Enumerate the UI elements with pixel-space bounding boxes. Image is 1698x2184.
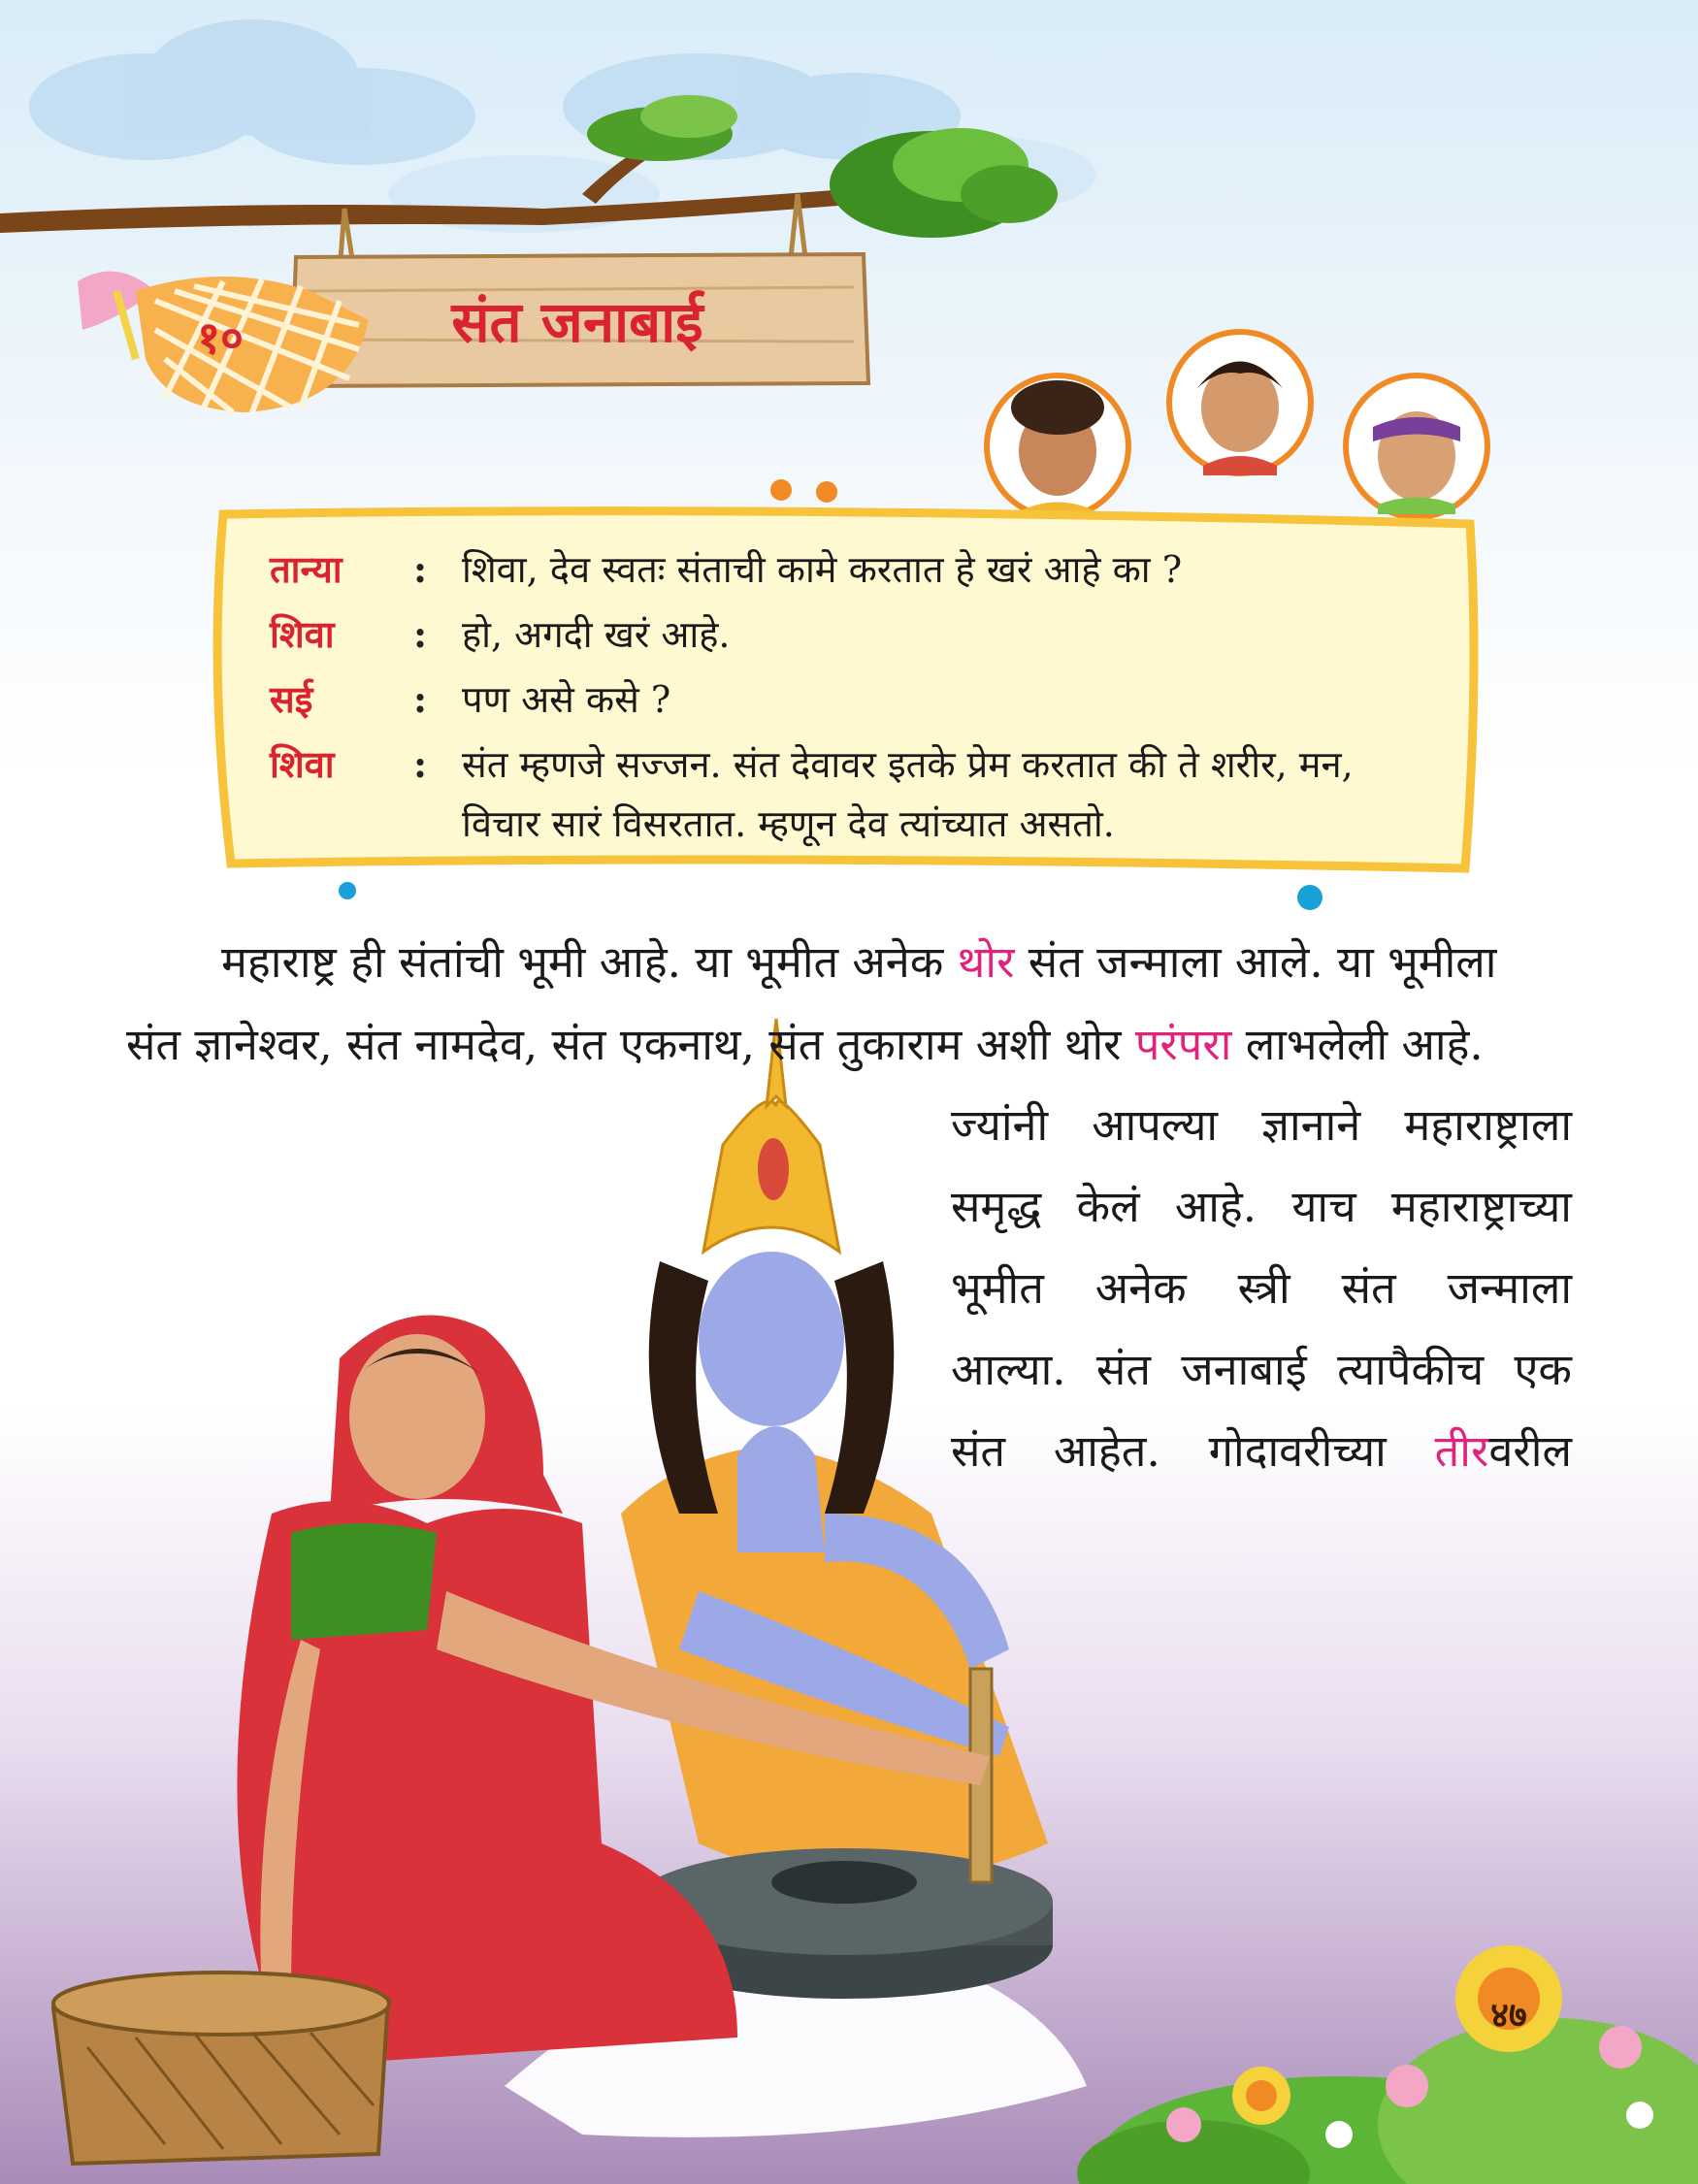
passage-word-suffix: वरील: [1488, 1425, 1572, 1477]
passage-word: केलं: [1076, 1181, 1140, 1232]
highlighted-word: थोर: [957, 936, 1015, 988]
speaker-colon: :: [413, 546, 428, 591]
passage-word: महाराष्ट्राला: [1404, 1099, 1572, 1151]
passage-text: संत जन्माला आले. या भूमीला: [1014, 936, 1497, 988]
passage-line-1: [221, 931, 1584, 990]
passage-word: स्त्री: [1237, 1262, 1290, 1314]
passage-word-highlighted: [1435, 1420, 1572, 1479]
speaker-name: शिवा: [270, 612, 335, 656]
dialogue-box: [229, 529, 1461, 859]
passage-line-4: [951, 1176, 1572, 1234]
passage-word: एक: [1514, 1344, 1572, 1395]
speaker-colon: :: [413, 741, 428, 786]
passage-text: लाभलेली आहे.: [1231, 1019, 1484, 1070]
passage-text: संत ज्ञानेश्वर, संत नामदेव, संत एकनाथ, संत तुकाराम अशी थोर: [126, 1019, 1135, 1070]
dialogue-text: हो, अगदी खरं आहे.: [462, 613, 731, 656]
passage-word: आहेत.: [1053, 1425, 1160, 1477]
passage-line-2: [126, 1014, 1586, 1072]
passage-word: भूमीत: [951, 1262, 1044, 1314]
passage-word: संत: [951, 1425, 1006, 1477]
passage-word: ज्ञानाने: [1261, 1099, 1361, 1151]
passage-line-6: [951, 1339, 1572, 1397]
passage-word: आल्या.: [951, 1344, 1066, 1395]
passage-word: त्यापैकीच: [1337, 1344, 1485, 1395]
passage-word: ज्यांनी: [951, 1099, 1049, 1151]
passage-word: जन्माला: [1447, 1262, 1572, 1314]
dialogue-text: संत म्हणजे सज्जन. संत देवावर इतके प्रेम करतात की ते शरीर, मन,: [462, 743, 1354, 786]
child-avatar-2: [1169, 332, 1311, 475]
janabai-vitthal-illustration: [53, 1019, 1087, 2164]
page-number: ४७: [1490, 1994, 1527, 2036]
dialogue-text-continued: विचार सारं विसरतात. म्हणून देव त्यांच्यात असतो.: [462, 802, 1115, 845]
clouds: [29, 19, 961, 165]
passage-text: महाराष्ट्र ही संतांची भूमी आहे. या भूमीत अनेक: [221, 936, 958, 988]
passage-word: समृद्ध: [951, 1181, 1042, 1232]
speaker-name: शिवा: [270, 742, 335, 786]
highlighted-word: परंपरा: [1134, 1019, 1232, 1070]
passage-word: गोदावरीच्या: [1208, 1425, 1387, 1477]
speaker-name: सई: [270, 677, 313, 721]
passage-word: महाराष्ट्राच्या: [1390, 1181, 1572, 1232]
passage-line-7: [951, 1420, 1572, 1479]
passage-word: संत: [1095, 1344, 1151, 1395]
speaker-colon: :: [413, 611, 428, 656]
chapter-number: १०: [197, 311, 244, 364]
passage-word: अनेक: [1094, 1262, 1187, 1314]
passage-word: आहे.: [1174, 1181, 1257, 1232]
passage-word: जनाबाई: [1181, 1344, 1307, 1395]
child-avatar-1: [987, 375, 1128, 517]
passage-word: आपल्या: [1092, 1099, 1219, 1151]
passage-word: संत: [1341, 1262, 1396, 1314]
dialogue-text: पण असे कसे ?: [462, 678, 671, 721]
flowers-bush: [1077, 1945, 1698, 2184]
speaker-colon: :: [413, 676, 428, 721]
passage-word: याच: [1291, 1181, 1356, 1232]
chapter-title: संत जनाबाई: [451, 289, 703, 355]
passage-line-5: [951, 1257, 1572, 1316]
dialogue-text: शिवा, देव स्वतः संताची कामे करतात हे खरं आहे का ?: [462, 548, 1183, 591]
highlighted-word: तीर: [1434, 1425, 1489, 1477]
passage-line-3: [951, 1094, 1572, 1153]
child-avatar-3: [1346, 375, 1487, 517]
speaker-name: तान्या: [270, 547, 343, 591]
